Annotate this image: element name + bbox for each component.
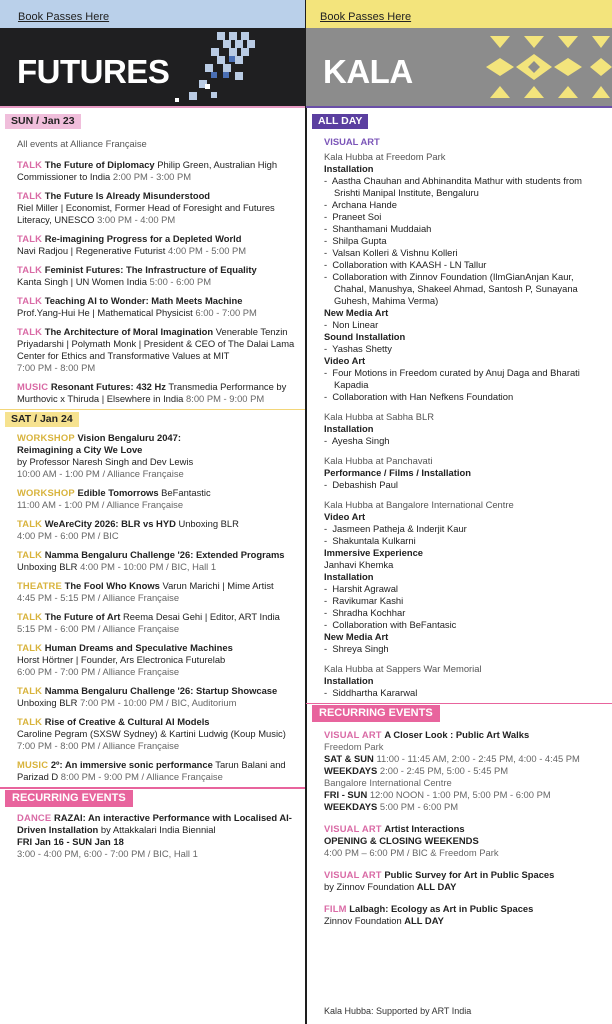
- section-heading: Performance / Films / Installation: [324, 466, 471, 478]
- list-item: - Four Motions in Freedom curated by Anuj Daga and Bharati Kapadia: [324, 366, 580, 390]
- event-category: TALK: [17, 294, 43, 306]
- event-title: Teaching AI to Wonder: Math Meets Machine: [44, 294, 243, 306]
- event-speaker: Unboxing BLR: [178, 518, 239, 529]
- allday-header: ALL DAY: [312, 114, 368, 129]
- event-title: The Future of Art: [44, 611, 121, 622]
- event-speaker: Horst Hörtner | Founder, Ars Electronica Futurelab: [17, 654, 226, 665]
- section-heading: Installation: [324, 422, 374, 434]
- event-item: [17, 812, 297, 860]
- section-divider: [306, 703, 612, 705]
- list-item: - Valsan Kolleri & Vishnu Kolleri: [324, 246, 458, 258]
- event-venue: Bangalore International Centre: [324, 777, 452, 788]
- event-category: FILM: [324, 903, 347, 914]
- event-title: Artist Interactions: [384, 823, 465, 834]
- list-item: - Harshit Agrawal: [324, 582, 398, 594]
- event-category: TALK: [17, 232, 43, 244]
- event-speaker: Philip Green, Australian High Commissioner to India: [17, 158, 278, 182]
- artist-list: [324, 175, 606, 307]
- section-heading: New Media Art: [324, 306, 389, 318]
- sun-day-header: SUN / Jan 23: [5, 114, 81, 129]
- event-time: 2:00 - 2:45 PM, 5:00 - 5:45 PM: [379, 765, 509, 776]
- list-item: - Jasmeen Patheja & Inderjit Kaur: [324, 522, 467, 534]
- event-speaker: by Professor Naresh Singh and Dev Lewis: [17, 456, 194, 467]
- list-item: - Archana Hande: [324, 198, 397, 210]
- footer-note: Kala Hubba: Supported by ART India: [324, 1006, 472, 1016]
- list-item: - Shreya Singh: [324, 642, 389, 654]
- event-time: 6:00 PM - 7:00 PM / Alliance Française: [17, 666, 180, 677]
- event-time: 4:00 PM - 6:00 PM / BIC: [17, 530, 119, 541]
- event-title: The Future of Diplomacy: [44, 158, 155, 170]
- event-item: [17, 295, 297, 319]
- event-item: [17, 759, 297, 783]
- recurring-header: RECURRING EVENTS: [312, 705, 440, 722]
- event-category: THEATRE: [17, 580, 62, 591]
- list-item: - Non Linear: [324, 318, 379, 330]
- list-item: - Collaboration with Zinnov Foundation (IlmGianAnjan Kaur, Chahal, Manushya, Shakeel Ahmad, Santosh P, Sunayana Guhesh, Mahima Verma): [324, 270, 578, 306]
- event-speaker: Caroline Pegram (SXSW Sydney) & Kartini Ludwig (Koup Music): [17, 728, 286, 739]
- kala-rule: [306, 106, 612, 108]
- event-time: 4:45 PM - 5:15 PM / Alliance Française: [17, 592, 180, 603]
- event-dates: FRI Jan 16 - SUN Jan 18: [17, 835, 124, 847]
- event-category: MUSIC: [17, 759, 49, 770]
- event-days: WEEKDAYS: [324, 801, 378, 812]
- event-subtitle: OPENING & CLOSING WEEKENDS: [324, 835, 479, 846]
- event-category: TALK: [17, 685, 43, 696]
- event-item: [17, 381, 297, 405]
- venue-note: All events at Alliance Française: [17, 137, 147, 149]
- event-item: [324, 903, 606, 927]
- event-time: 4:00 PM - 5:00 PM: [167, 244, 247, 256]
- event-title: WeAreCity 2026: BLR vs HYD: [44, 518, 176, 529]
- event-time: 5:15 PM - 6:00 PM / Alliance Française: [17, 623, 180, 634]
- event-item: [324, 729, 606, 813]
- section-heading: New Media Art: [324, 630, 389, 642]
- event-item: [17, 190, 297, 226]
- event-item: [17, 611, 297, 635]
- event-item: [324, 869, 606, 893]
- event-item: [17, 716, 297, 752]
- event-speaker: by Attakkalari India Biennial: [100, 823, 216, 835]
- kala-book-bar: [306, 0, 612, 28]
- event-speaker: Unboxing BLR: [17, 561, 78, 572]
- event-title: Rise of Creative & Cultural AI Models: [44, 716, 210, 727]
- kala-content: [306, 114, 612, 928]
- event-title: Feminist Futures: The Infrastructure of Equality: [44, 263, 257, 275]
- event-category: VISUAL ART: [324, 729, 382, 740]
- event-title: Public Survey for Art in Public Spaces: [384, 869, 555, 880]
- kala-title: KALA: [323, 53, 413, 90]
- section-divider: [0, 409, 305, 411]
- event-subtitle: Reimagining a City We Love: [17, 444, 143, 455]
- event-title: The Architecture of Moral Imagination: [44, 325, 214, 337]
- event-time: 5:00 PM - 6:00 PM: [379, 801, 459, 812]
- event-time: 8:00 PM - 9:00 PM: [186, 392, 265, 404]
- event-speaker: Varun Marichi | Mime Artist: [162, 580, 274, 591]
- event-time: 3:00 PM - 4:00 PM: [97, 213, 176, 225]
- event-item: [324, 823, 606, 859]
- list-item: - Collaboration with Han Nefkens Foundation: [324, 390, 514, 402]
- event-category: TALK: [17, 549, 43, 560]
- event-category: TALK: [17, 263, 43, 275]
- event-speaker: Zinnov Foundation: [324, 915, 402, 926]
- venue-label: Kala Hubba at Panchavati: [324, 454, 433, 466]
- event-category: WORKSHOP: [17, 432, 75, 443]
- event-category: TALK: [17, 158, 43, 170]
- event-time: 6:00 - 7:00 PM: [195, 306, 257, 318]
- event-time: 4:00 PM - 10:00 PM / BIC, Hall 1: [80, 561, 217, 572]
- event-item: [17, 549, 297, 573]
- event-days: SAT & SUN: [324, 753, 374, 764]
- event-speaker: Riel Miller | Economist, Former Head of Foresight and Futures Literacy, UNESCO: [17, 201, 275, 225]
- event-title: Lalbagh: Ecology as Art in Public Spaces: [349, 903, 534, 914]
- event-item: [17, 580, 297, 604]
- list-item: - Yashas Shetty: [324, 342, 392, 354]
- event-speaker: Navi Radjou | Regenerative Futurist: [17, 244, 166, 256]
- section-heading: Video Art: [324, 354, 366, 366]
- event-time: ALL DAY: [416, 881, 457, 892]
- event-title: Human Dreams and Speculative Machines: [44, 642, 233, 653]
- futures-content: [0, 114, 305, 860]
- event-title: Namma Bengaluru Challenge '26: Startup Showcase: [44, 685, 278, 696]
- geometric-pattern-icon: [480, 28, 612, 106]
- event-category: TALK: [17, 189, 43, 201]
- visual-art-heading: VISUAL ART: [324, 135, 380, 147]
- event-time: 3:00 - 4:00 PM, 6:00 - 7:00 PM / BIC, Hall 1: [17, 847, 198, 859]
- event-item: [17, 159, 297, 183]
- venue-label: Kala Hubba at Bangalore International Centre: [324, 498, 514, 510]
- event-title: Vision Bengaluru 2047:: [77, 432, 181, 443]
- futures-book-link[interactable]: Book Passes Here: [18, 11, 110, 23]
- list-item: - Shradha Kochhar: [324, 606, 406, 618]
- venue-label: Kala Hubba at Freedom Park: [324, 150, 446, 162]
- futures-rule: [0, 106, 305, 108]
- event-item: [17, 518, 297, 542]
- section-heading: Immersive Experience: [324, 546, 424, 558]
- event-time: 7:00 PM - 8:00 PM: [17, 361, 96, 373]
- event-time: 11:00 - 11:45 AM, 2:00 - 2:45 PM, 4:00 - 4:45 PM: [376, 753, 580, 764]
- section-heading: Video Art: [324, 510, 366, 522]
- event-category: TALK: [17, 611, 43, 622]
- event-time: 10:00 AM - 1:00 PM / Alliance Française: [17, 468, 184, 479]
- event-time: 4:00 PM – 6:00 PM / BIC & Freedom Park: [324, 847, 499, 858]
- event-item: [17, 264, 297, 288]
- pixel-pattern-icon: [165, 28, 305, 106]
- sat-day-header: SAT / Jan 24: [5, 412, 79, 427]
- list-item: - Collaboration with BeFantasic: [324, 618, 457, 630]
- section-heading: Sound Installation: [324, 330, 406, 342]
- event-item: [17, 642, 297, 678]
- kala-book-link[interactable]: Book Passes Here: [320, 11, 412, 23]
- kala-hero: [306, 28, 612, 106]
- event-category: TALK: [17, 642, 43, 653]
- event-time: ALL DAY: [404, 915, 444, 926]
- event-category: MUSIC: [17, 380, 49, 392]
- event-time: 8:00 PM - 9:00 PM / Alliance Française: [60, 771, 223, 782]
- list-item: - Aastha Chauhan and Abhinandita Mathur with students from Srishti Manipal Institute, Bengaluru: [324, 174, 582, 198]
- event-speaker: Prof.Yang-Hui He | Mathematical Physicist: [17, 306, 193, 318]
- event-venue: Freedom Park: [324, 741, 384, 752]
- list-item: - Shilpa Gupta: [324, 234, 387, 246]
- list-item: - Collaboration with KAASH - LN Tallur: [324, 258, 487, 270]
- futures-column: [0, 0, 305, 1024]
- event-title: Re-imagining Progress for a Depleted World: [44, 232, 242, 244]
- event-title: A Closer Look : Public Art Walks: [384, 729, 530, 740]
- event-title: Resonant Futures: 432 Hz: [50, 380, 166, 392]
- event-speaker: Tarun Balani and Parizad D: [17, 759, 286, 782]
- list-item: - Debashish Paul: [324, 478, 399, 490]
- artist-name: Janhavi Khemka: [324, 558, 394, 570]
- section-divider: [0, 787, 305, 789]
- event-item: [17, 233, 297, 257]
- event-title: Namma Bengaluru Challenge '26: Extended Programs: [44, 549, 285, 560]
- event-speaker: Transmedia Performance by Murthovic x Thiruda | Elsewhere in India: [17, 380, 287, 404]
- event-speaker: Venerable Tenzin Priyadarshi | Polymath Monk | President & CEO of The Dalai Lama Center for Ethics and Transformative Values at MIT: [17, 325, 295, 361]
- futures-title: FUTURES: [17, 53, 170, 90]
- event-category: TALK: [17, 716, 43, 727]
- section-heading: Installation: [324, 674, 374, 686]
- event-time: 7:00 PM - 10:00 PM / BIC, Auditorium: [80, 697, 237, 708]
- event-title: RAZAI: An interactive Performance with Localised AI-Driven Installation: [17, 811, 292, 835]
- event-title: The Fool Who Knows: [64, 580, 160, 591]
- event-title: Edible Tomorrows: [77, 487, 159, 498]
- event-time: 12:00 NOON - 1:00 PM, 5:00 PM - 6:00 PM: [369, 789, 551, 800]
- event-speaker: BeFantastic: [161, 487, 211, 498]
- event-category: DANCE: [17, 811, 52, 823]
- event-item: [17, 432, 297, 480]
- list-item: - Praneet Soi: [324, 210, 382, 222]
- event-time: 7:00 PM - 8:00 PM / Alliance Française: [17, 740, 180, 751]
- event-category: WORKSHOP: [17, 487, 75, 498]
- kala-column: [306, 0, 612, 1024]
- recurring-header: RECURRING EVENTS: [5, 790, 133, 807]
- event-category: VISUAL ART: [324, 869, 382, 880]
- list-item: - Ayesha Singh: [324, 434, 390, 446]
- venue-label: Kala Hubba at Sappers War Memorial: [324, 662, 482, 674]
- event-days: WEEKDAYS: [324, 765, 378, 776]
- event-title: 2º: An immersive sonic performance: [50, 759, 213, 770]
- futures-hero: [0, 28, 305, 106]
- list-item: - Ravikumar Kashi: [324, 594, 404, 606]
- venue-label: Kala Hubba at Sabha BLR: [324, 410, 434, 422]
- futures-book-bar: [0, 0, 305, 28]
- event-category: VISUAL ART: [324, 823, 382, 834]
- event-speaker: by Zinnov Foundation: [324, 881, 415, 892]
- event-time: 11:00 AM - 1:00 PM / Alliance Française: [17, 499, 184, 510]
- event-item: [17, 487, 297, 511]
- section-heading: Installation: [324, 162, 374, 174]
- event-item: [17, 685, 297, 709]
- list-item: - Shakuntala Kulkarni: [324, 534, 416, 546]
- event-speaker: Reema Desai Gehi | Editor, ART India: [123, 611, 280, 622]
- event-speaker: Unboxing BLR: [17, 697, 78, 708]
- list-item: - Shanthamani Muddaiah: [324, 222, 432, 234]
- event-category: TALK: [17, 325, 43, 337]
- event-time: 5:00 - 6:00 PM: [149, 275, 212, 287]
- event-title: The Future Is Already Misunderstood: [44, 189, 211, 201]
- list-item: - Siddhartha Kararwal: [324, 686, 418, 698]
- event-category: TALK: [17, 518, 43, 529]
- event-speaker: Kanta Singh | UN Women India: [17, 275, 147, 287]
- event-days: FRI - SUN: [324, 789, 368, 800]
- event-time: 2:00 PM - 3:00 PM: [112, 170, 192, 182]
- event-item: [17, 326, 297, 374]
- section-heading: Installation: [324, 570, 374, 582]
